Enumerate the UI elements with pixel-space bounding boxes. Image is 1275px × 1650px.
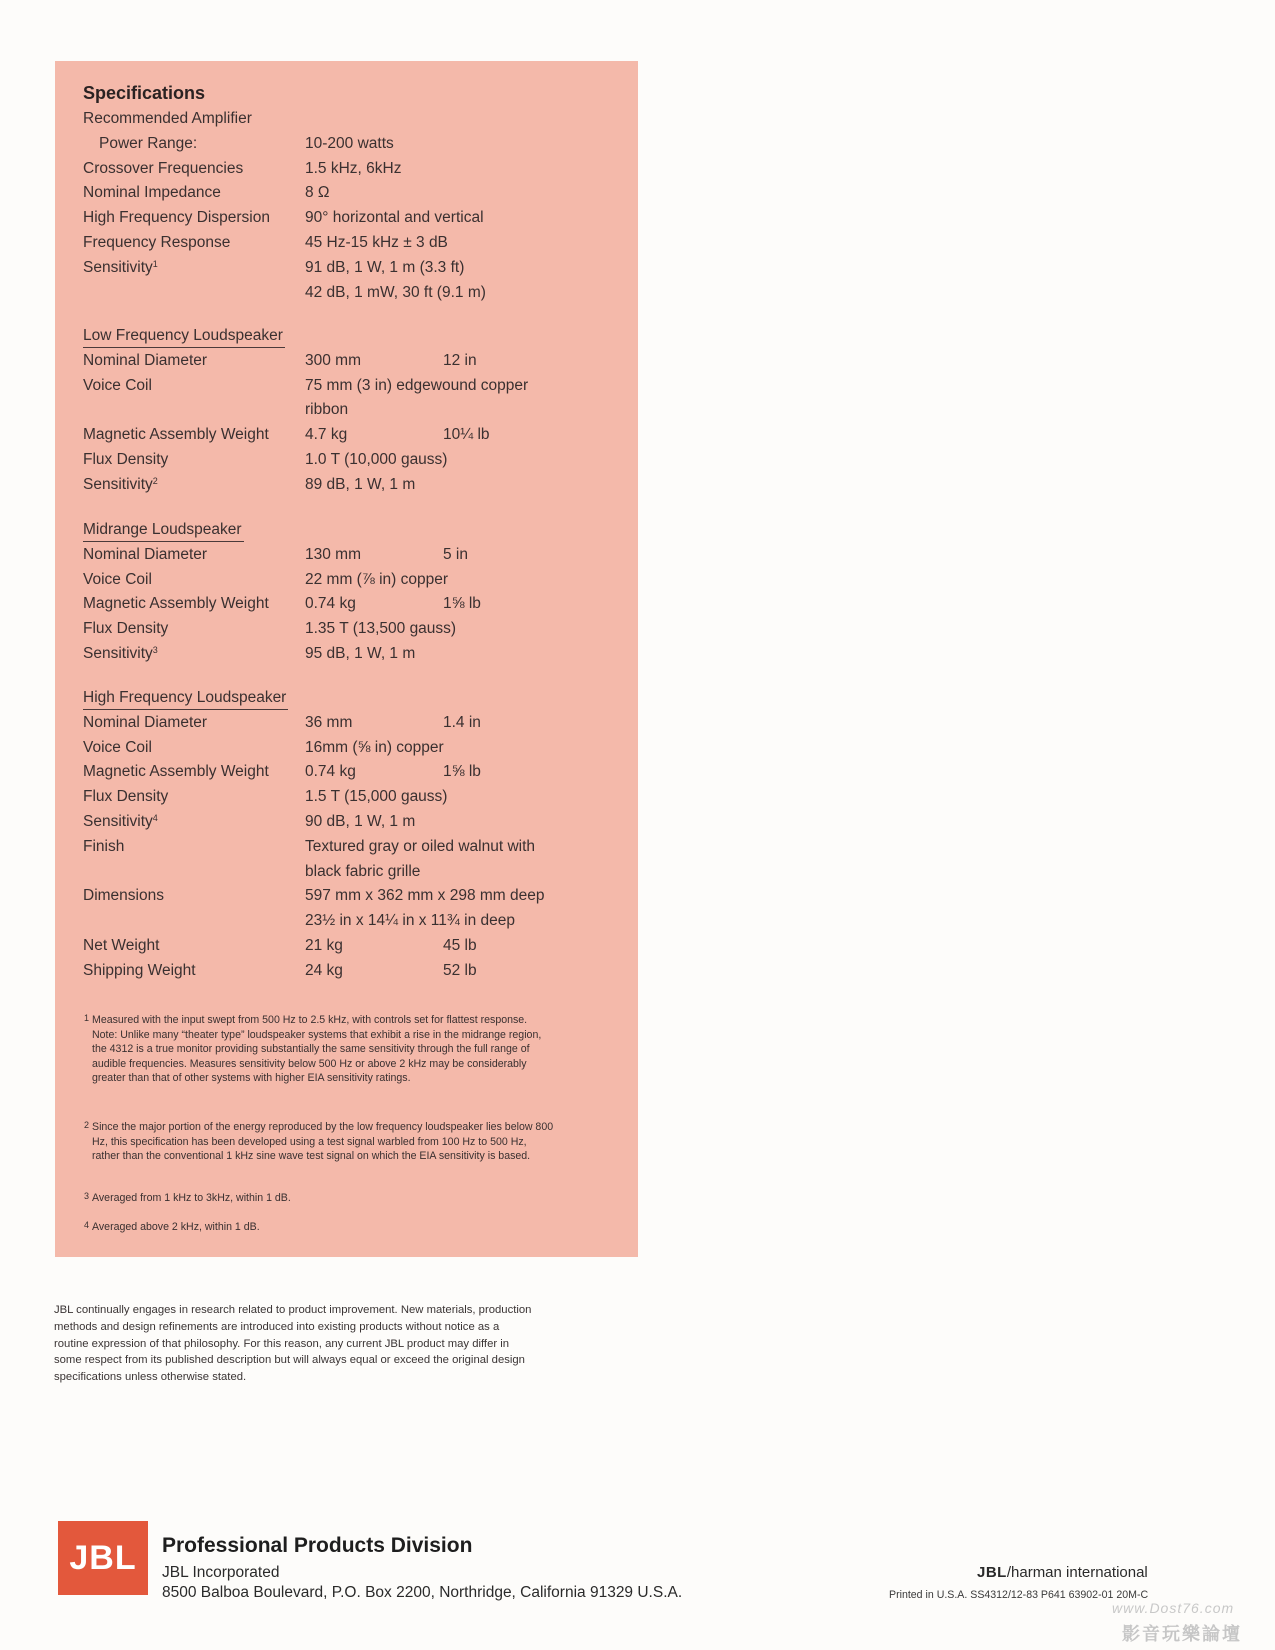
spec-value-metric: 91 dB, 1 W, 1 m (3.3 ft) (305, 258, 465, 276)
harman-brand (977, 1564, 1148, 1581)
spec-label: Dimensions (83, 887, 164, 905)
spec-label: Frequency Response (83, 234, 231, 251)
spec-row (83, 811, 623, 833)
spec-value-metric: 0.74 kg (305, 595, 356, 613)
spec-row (83, 761, 623, 783)
spec-label: High Frequency Dispersion (83, 209, 270, 227)
spec-label: Nominal Impedance (83, 184, 221, 202)
spec-value-metric: 130 mm (305, 545, 361, 563)
spec-label: Voice Coil (83, 570, 152, 588)
division-title: Professional Products Division (162, 1534, 473, 1557)
footnote-ref: 1 (152, 258, 158, 269)
spec-value-metric: 42 dB, 1 mW, 30 ft (9.1 m) (305, 283, 486, 301)
print-code: Printed in U.S.A. SS4312/12-83 P641 63902-01 20M-C (889, 1589, 1149, 1601)
spec-label: Voice Coil (83, 376, 152, 394)
spec-label: Sensitivity$^3$ (83, 645, 158, 662)
footnote-text: Measured with the input swept from 500 Hz to 2.5 kHz, with controls set for flattest response. Note: Unlike many “theater type” loudspeaker systems that exhibit a rise in the midrange region, the 4312 is a true monitor providing substantially the same sensitivity through the full range of audible frequencies. Measures sensitivity below 500 Hz or above 2 kHz may be considerably greater than that of other systems with higher EIA sensitivity ratings. (92, 1014, 542, 1085)
spec-row (83, 935, 623, 957)
spec-label: Magnetic Assembly Weight (83, 595, 269, 613)
spec-row (83, 375, 623, 397)
spec-value-imperial: 1⅝ lb (443, 595, 481, 613)
spec-value-metric: 23½ in x 14¼ in x 11¾ in deep (305, 912, 515, 930)
spec-row (83, 350, 623, 372)
spec-label: Sensitivity$^1$ (83, 258, 158, 276)
spec-value-metric: ribbon (305, 401, 349, 419)
spec-row (83, 861, 623, 883)
spec-value-metric: 300 mm (305, 351, 361, 369)
spec-row (83, 786, 623, 808)
spec-label: Crossover Frequencies (83, 159, 244, 177)
spec-row (83, 910, 623, 932)
spec-row (83, 449, 623, 471)
spec-value-imperial: 5 in (443, 545, 468, 563)
spec-label: Sensitivity$^2$ (83, 475, 158, 493)
spec-value-imperial: 45 lb (443, 937, 477, 954)
spec-label: Nominal Diameter (83, 713, 208, 731)
footnote-text: Since the major portion of the energy reproduced by the low frequency loudspeaker lies below 800 Hz, this specification has been developed using a test signal warbled from 100 Hz to 500 Hz, rather than the conventional 1 kHz sine wave test signal on which the EIA sensitivity is based. (92, 1121, 554, 1163)
spec-row (83, 569, 623, 591)
watermark-text: 影音玩樂論壇 (1122, 1624, 1242, 1644)
spec-label: Nominal Diameter (83, 351, 208, 369)
company-address: 8500 Balboa Boulevard, P.O. Box 2200, Northridge, California 91329 U.S.A. (162, 1584, 683, 1601)
spec-row (83, 257, 623, 279)
footnote-text: Averaged from 1 kHz to 3kHz, within 1 dB. (92, 1192, 291, 1204)
footnote: 1 Measured with the input swept from 500 Hz to 2.5 kHz, with controls set for flattest response. Note: Unlike many “theater type” loudspeaker systems that exhibit a rise in the midrange region, the 4312 is a true monitor providing substantially the same sensitivity through the full range of audible frequencies. Measures sensitivity below 500 Hz or above 2 kHz may be considerably greater than that of other systems with higher EIA sensitivity ratings. (84, 1013, 554, 1086)
spec-row (83, 232, 623, 254)
spec-value-imperial: 52 lb (443, 961, 477, 979)
spec-value-metric: 0.74 kg (305, 763, 356, 781)
spec-label: Voice Coil (83, 738, 152, 756)
harman-text: /harman international (1006, 1564, 1148, 1581)
spec-value-imperial: 1.4 in (443, 713, 481, 731)
spec-label: Magnetic Assembly Weight (83, 763, 269, 781)
spec-row (83, 712, 623, 734)
specs-title: Specifications (83, 83, 206, 103)
spec-value-metric: 22 mm (⅞ in) copper (305, 570, 448, 588)
spec-value-metric: 89 dB, 1 W, 1 m (305, 475, 416, 493)
watermark-url: www.Dost76.com (1112, 1600, 1235, 1616)
spec-row (83, 544, 623, 566)
spec-label: Flux Density (83, 788, 169, 806)
footnote-ref: 3 (152, 645, 158, 655)
spec-value-metric: 21 kg (305, 937, 343, 954)
footnote-ref: 4 (152, 813, 158, 823)
spec-value-metric: 1.5 kHz, 6kHz (305, 159, 402, 177)
disclaimer-text: JBL continually engages in research related to product improvement. New materials, production methods and design refinements are introduced into existing products without notice as a routine expression of that philosophy. For this reason, any current JBL product may differ in some respect from its published description but will always equal or exceed the original design specifications unless otherwise stated. (54, 1304, 532, 1384)
spec-row (83, 158, 623, 180)
spec-value-metric: 1.35 T (13,500 gauss) (305, 620, 457, 638)
section-heading: Low Frequency Loudspeaker (83, 325, 285, 348)
harman-jbl-mark: JBL (977, 1564, 1007, 1581)
footnote: 4 Averaged above 2 kHz, within 1 dB. (84, 1220, 554, 1235)
spec-row (83, 474, 623, 496)
spec-value-metric: 36 mm (305, 713, 353, 731)
spec-label: Recommended Amplifier (83, 110, 252, 127)
spec-value-metric: 95 dB, 1 W, 1 m (305, 645, 416, 662)
section-heading: High Frequency Loudspeaker (83, 687, 288, 710)
spec-label: Magnetic Assembly Weight (83, 426, 269, 444)
spec-label: Sensitivity$^4$ (83, 813, 158, 830)
jbl-logo: JBL (58, 1521, 148, 1595)
company-name: JBL Incorporated (162, 1564, 280, 1581)
spec-value-imperial: 12 in (443, 351, 477, 369)
spec-row (83, 282, 623, 304)
spec-value-metric: 24 kg (305, 961, 343, 979)
spec-value-metric: 10-200 watts (305, 134, 394, 152)
footnote-text: Averaged above 2 kHz, within 1 dB. (92, 1221, 260, 1233)
spec-row (83, 960, 623, 982)
spec-value-metric: 1.0 T (10,000 gauss) (305, 451, 448, 468)
spec-value-metric: black fabric grille (305, 862, 421, 880)
spec-row (83, 593, 623, 615)
spec-value-metric: 597 mm x 362 mm x 298 mm deep (305, 887, 545, 905)
spec-label: Flux Density (83, 451, 169, 468)
spec-row (83, 885, 623, 907)
spec-value-metric: 8 Ω (305, 184, 330, 202)
spec-label: Flux Density (83, 620, 169, 638)
spec-label: Finish (83, 837, 125, 855)
spec-row (83, 207, 623, 229)
spec-row (83, 399, 623, 421)
spec-value-metric: 90 dB, 1 W, 1 m (305, 813, 416, 830)
spec-label: Power Range: (99, 134, 198, 152)
spec-row (83, 182, 623, 204)
spec-value-metric: 4.7 kg (305, 426, 348, 444)
spec-value-metric: 16mm (⅝ in) copper (305, 738, 444, 756)
spec-value-imperial: 1⅝ lb (443, 763, 481, 781)
spec-row (83, 133, 623, 155)
spec-value-metric: 45 Hz-15 kHz ± 3 dB (305, 234, 448, 251)
spec-value-metric: 90° horizontal and vertical (305, 209, 484, 227)
spec-value-metric: 75 mm (3 in) edgewound copper (305, 376, 529, 394)
footnote: 3 Averaged from 1 kHz to 3kHz, within 1 dB. (84, 1191, 554, 1206)
spec-row (83, 108, 623, 130)
spec-label: Net Weight (83, 937, 160, 954)
footnote: 2 Since the major portion of the energy reproduced by the low frequency loudspeaker lies below 800 Hz, this specification has been developed using a test signal warbled from 100 Hz to 500 Hz, rather than the conventional 1 kHz sine wave test signal on which the EIA sensitivity is based. (84, 1120, 554, 1163)
spec-row (83, 618, 623, 640)
spec-row (83, 643, 623, 665)
spec-value-metric: 1.5 T (15,000 gauss) (305, 788, 448, 806)
spec-row (83, 737, 623, 759)
spec-label: Nominal Diameter (83, 545, 208, 563)
spec-value-metric: Textured gray or oiled walnut with (305, 837, 536, 855)
section-heading: Midrange Loudspeaker (83, 519, 244, 542)
spec-row (83, 424, 623, 446)
footnote-ref: 2 (152, 475, 158, 486)
spec-label: Shipping Weight (83, 961, 196, 979)
spec-row (83, 836, 623, 858)
spec-value-imperial: 10¼ lb (443, 426, 490, 444)
specifications-panel (55, 61, 638, 1257)
